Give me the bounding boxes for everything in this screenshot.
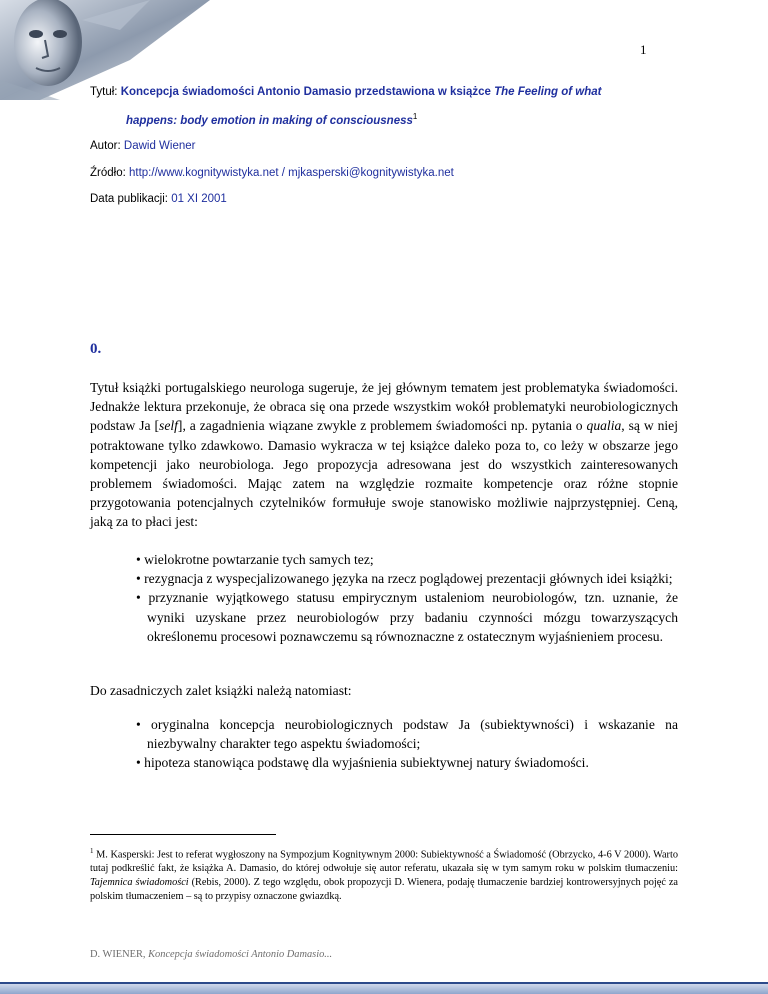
drawbacks-list bbox=[136, 550, 678, 646]
book-title-part1: The Feeling of what bbox=[494, 86, 602, 98]
section-heading: 0. bbox=[90, 341, 102, 357]
list-item: • przyznanie wyjątkowego statusu empirycznym ustaleniom neurobiologów, tzn. uznanie, że wyniki uzyskane przez neurobiologów przy badaniu czynności mózgu towarzyszących określonemu procesowi poznawczemu są równoznaczne z ostatecznym wyjaśnieniem procesu. bbox=[136, 590, 678, 644]
publication-date-line bbox=[90, 193, 227, 205]
author-label: Autor: bbox=[90, 140, 121, 152]
intro-paragraph: Tytuł książki portugalskiego neurologa sugeruje, że jej głównym tematem jest problematyka świadomości. Jednakże lektura przekonuje, że obraca się ona przede wszystkim wokół problematyki neurobiologicznych podstaw Ja [self], a zagadnienia wiązane zwykle z problemem świadomości np. pytania o qualia, są w niej potraktowane tylko zdawkowo. Damasio wykracza w tej książce daleko poza to, co leży w obszarze jego kompetencji jako neurobiologa. Jego propozycja adresowana jest do wszystkich zainteresowanych problemem świadomości. Mając zatem na względzie rozmaite kompetencje oraz różne stopnie przygotowania potencjalnych czytelników formułuje swoje stanowisko możliwie najprzystępniej. Ceną, jaką za to płaci jest: bbox=[90, 380, 678, 530]
title-label: Tytuł: bbox=[90, 86, 118, 98]
title-text: Koncepcja świadomości Antonio Damasio przedstawiona w książce bbox=[120, 86, 491, 98]
title-line-2 bbox=[126, 112, 417, 127]
robot-face-logo bbox=[0, 0, 210, 100]
source-link[interactable]: http://www.kognitywistyka.net / mjkasperski@kognitywistyka.net bbox=[129, 167, 454, 179]
advantages-list bbox=[136, 715, 678, 773]
footnote: $^1$ M. Kasperski: Jest to referat wygłoszony na Sympozjum Kognitywnym 2000: Subiektywność a Świadomość (Obrzycko, 4-6 V 2000). Warto tutaj podkreślić fakt, że książka A. Damasio, do której odwołuje się autor referatu, ukazała się w tym samym roku w polskim tłumaczeniu: Tajemnica świadomości (Rebis, 2000). Z tego względu, obok propozycji D. Wienera, podaję tłumaczenie bardziej kontrowersyjnych pojęć za polskim tłumaczeniem – są to przypisy oznaczone gwiazdką. bbox=[90, 847, 678, 902]
page-number: 1 bbox=[640, 42, 647, 57]
title-line bbox=[90, 86, 601, 98]
book-title-part2: happens: body emotion in making of consciousness bbox=[126, 114, 413, 127]
list-item: • wielokrotne powtarzanie tych samych tez; bbox=[136, 552, 374, 567]
source-label: Źródło: bbox=[90, 167, 126, 179]
footnote-separator bbox=[90, 834, 276, 835]
date-label: Data publikacji: bbox=[90, 193, 168, 205]
author-line bbox=[90, 140, 195, 152]
author-name: Dawid Wiener bbox=[123, 140, 196, 152]
list-item: • oryginalna koncepcja neurobiologicznych podstaw Ja (subiektywności) i wskazanie na niezbywalny charakter tego aspektu świadomości; bbox=[136, 717, 678, 752]
page-footer: D. WIENER, Koncepcja świadomości Antonio Damasio... bbox=[90, 949, 333, 960]
source-line bbox=[90, 167, 454, 179]
footer-bar bbox=[0, 984, 768, 994]
advantages-intro: Do zasadniczych zalet książki należą natomiast: bbox=[90, 683, 352, 698]
publication-date: 01 XI 2001 bbox=[171, 193, 227, 205]
footnote-ref[interactable]: 1 bbox=[412, 112, 418, 121]
list-item: • rezygnacja z wyspecjalizowanego języka na rzecz poglądowej prezentacji głównych idei książki; bbox=[136, 571, 673, 587]
list-item: • hipoteza stanowiąca podstawę dla wyjaśnienia subiektywnej natury świadomości. bbox=[136, 755, 589, 771]
